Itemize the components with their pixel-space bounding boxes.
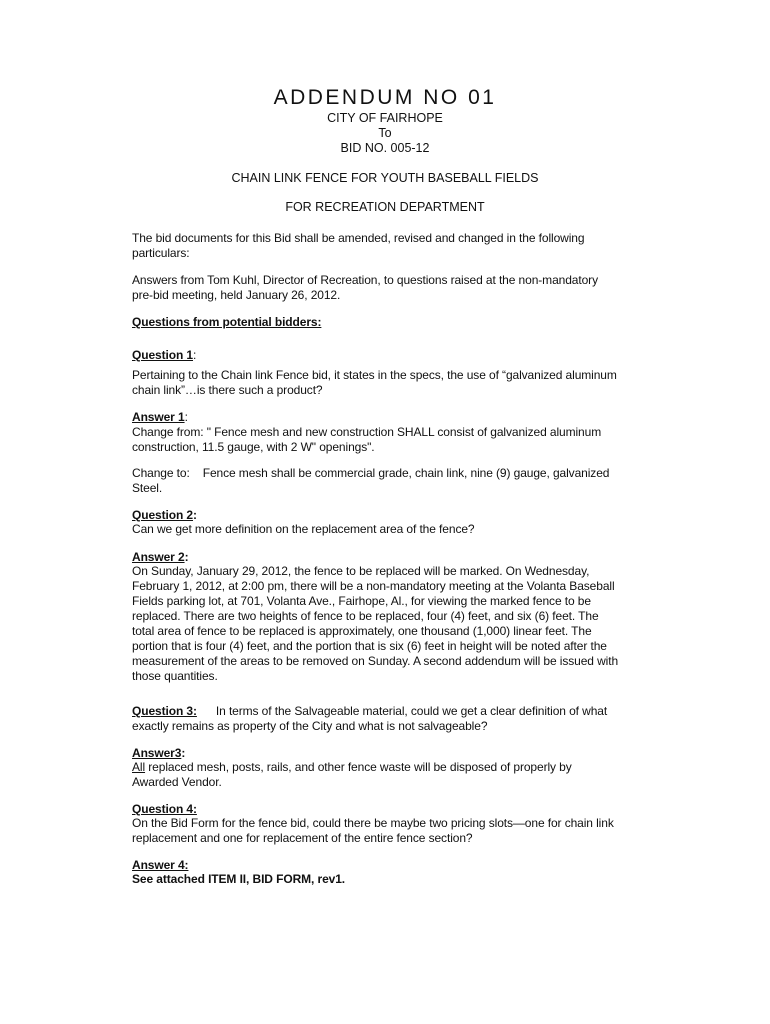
intro-line: pre-bid meeting, held January 26, 2012. [132, 288, 341, 302]
answer-3-all: All [132, 760, 146, 774]
question-4-label: Question 4: [132, 802, 197, 816]
answer-line: Awarded Vendor. [132, 775, 222, 789]
answer-line: On Sunday, January 29, 2012, the fence to be replaced will be marked. On Wednesday, [132, 564, 590, 578]
answer-4-label: Answer 4: [132, 858, 189, 872]
question-line: On the Bid Form for the fence bid, could there be maybe two pricing slots—one for chain link [132, 816, 614, 830]
question-1-label-line [132, 348, 632, 363]
question-line: exactly remains as property of the City and what is not salvageable? [132, 719, 488, 733]
answer-line: February 1, 2012, at 2:00 pm, there will be a non-mandatory meeting at the Volanta Baseball [132, 579, 615, 593]
intro-line: Answers from Tom Kuhl, Director of Recreation, to questions raised at the non-mandatory [132, 273, 598, 287]
answer-1-text [132, 425, 632, 455]
answer-2-text [132, 564, 632, 684]
answer-1-label-line [132, 410, 632, 425]
answer-line: measurement of the areas to be removed on Sunday. A second addendum will be issued with [132, 654, 619, 668]
answer-line: those quantities. [132, 669, 218, 683]
change-to-label: Change to: [132, 466, 190, 480]
answer-3-label-line [132, 746, 632, 761]
answer-line: Fields parking lot, at 701, Volanta Ave., Fairhope, Al., for viewing the marked fence to be [132, 594, 591, 608]
question-1-text [132, 368, 632, 398]
question-line: chain link”…is there such a product? [132, 383, 323, 397]
answer-line [132, 760, 632, 775]
intro-line: The bid documents for this Bid shall be amended, revised and changed in the following [132, 231, 585, 245]
answer-3-colon: : [181, 746, 186, 760]
questions-heading: Questions from potential bidders: [132, 315, 322, 329]
answer-line: portion that is four (4) feet, and the portion that is six (6) feet in height will be noted after the [132, 639, 607, 653]
answer-1-colon: : [184, 410, 188, 424]
question-line: replacement and one for replacement of the entire fence section? [132, 831, 473, 845]
answer-3-line-1: replaced mesh, posts, rails, and other fence waste will be disposed of properly by [145, 760, 572, 774]
answer-3-text [132, 760, 632, 790]
answer-line [132, 466, 632, 481]
question-2-colon: : [193, 508, 197, 522]
question-line: Pertaining to the Chain link Fence bid, it states in the specs, the use of “galvanized aluminum [132, 368, 617, 382]
question-2-label-line [132, 508, 632, 523]
addendum-title: ADDENDUM NO 01 [273, 86, 497, 109]
question-4-text [132, 816, 632, 846]
question-2-text: Can we get more definition on the replacement area of the fence? [132, 522, 475, 536]
question-1-label: Question 1 [132, 348, 194, 362]
question-4-label-line [132, 802, 632, 817]
answer-3-label: Answer3 [132, 746, 182, 760]
department-title: FOR RECREATION DEPARTMENT [285, 200, 485, 214]
intro-line: particulars: [132, 246, 190, 260]
answer-4-text: See attached ITEM II, BID FORM, rev1. [132, 872, 346, 886]
answer-line: replaced. There are two heights of fence to be replaced, four (4) feet, and six (6) feet. The [132, 609, 599, 623]
change-to-text: Fence mesh shall be commercial grade, chain link, nine (9) gauge, galvanized [202, 466, 610, 480]
answer-4-label-line [132, 858, 632, 873]
to-line: To [378, 126, 392, 140]
answer-line: total area of fence to be replaced is approximately, one thousand (1,000) linear feet. The [132, 624, 592, 638]
answer-2-label: Answer 2 [132, 550, 185, 564]
question-2-label: Question 2 [132, 508, 194, 522]
intro-paragraph-2 [132, 273, 632, 303]
answer-line: Steel. [132, 481, 163, 495]
answer-line: construction, 11.5 gauge, with 2 W" openings". [132, 440, 375, 454]
question-line [132, 704, 632, 719]
bid-number: BID NO. 005-12 [340, 141, 430, 155]
project-title: CHAIN LINK FENCE FOR YOUTH BASEBALL FIELDS [231, 171, 539, 185]
intro-paragraph-1 [132, 231, 632, 261]
answer-line: Change from: " Fence mesh and new construction SHALL consist of galvanized aluminum [132, 425, 602, 439]
city-name: CITY OF FAIRHOPE [327, 111, 443, 125]
question-1-colon: : [193, 348, 197, 362]
answer-2-colon: : [184, 550, 189, 564]
question-3-text [132, 704, 632, 734]
question-3-line-1: In terms of the Salvageable material, could we get a clear definition of what [215, 704, 608, 718]
question-3-label: Question 3: [132, 704, 197, 718]
answer-1-change-to [132, 466, 632, 496]
answer-1-label: Answer 1 [132, 410, 185, 424]
answer-2-label-line [132, 550, 632, 565]
